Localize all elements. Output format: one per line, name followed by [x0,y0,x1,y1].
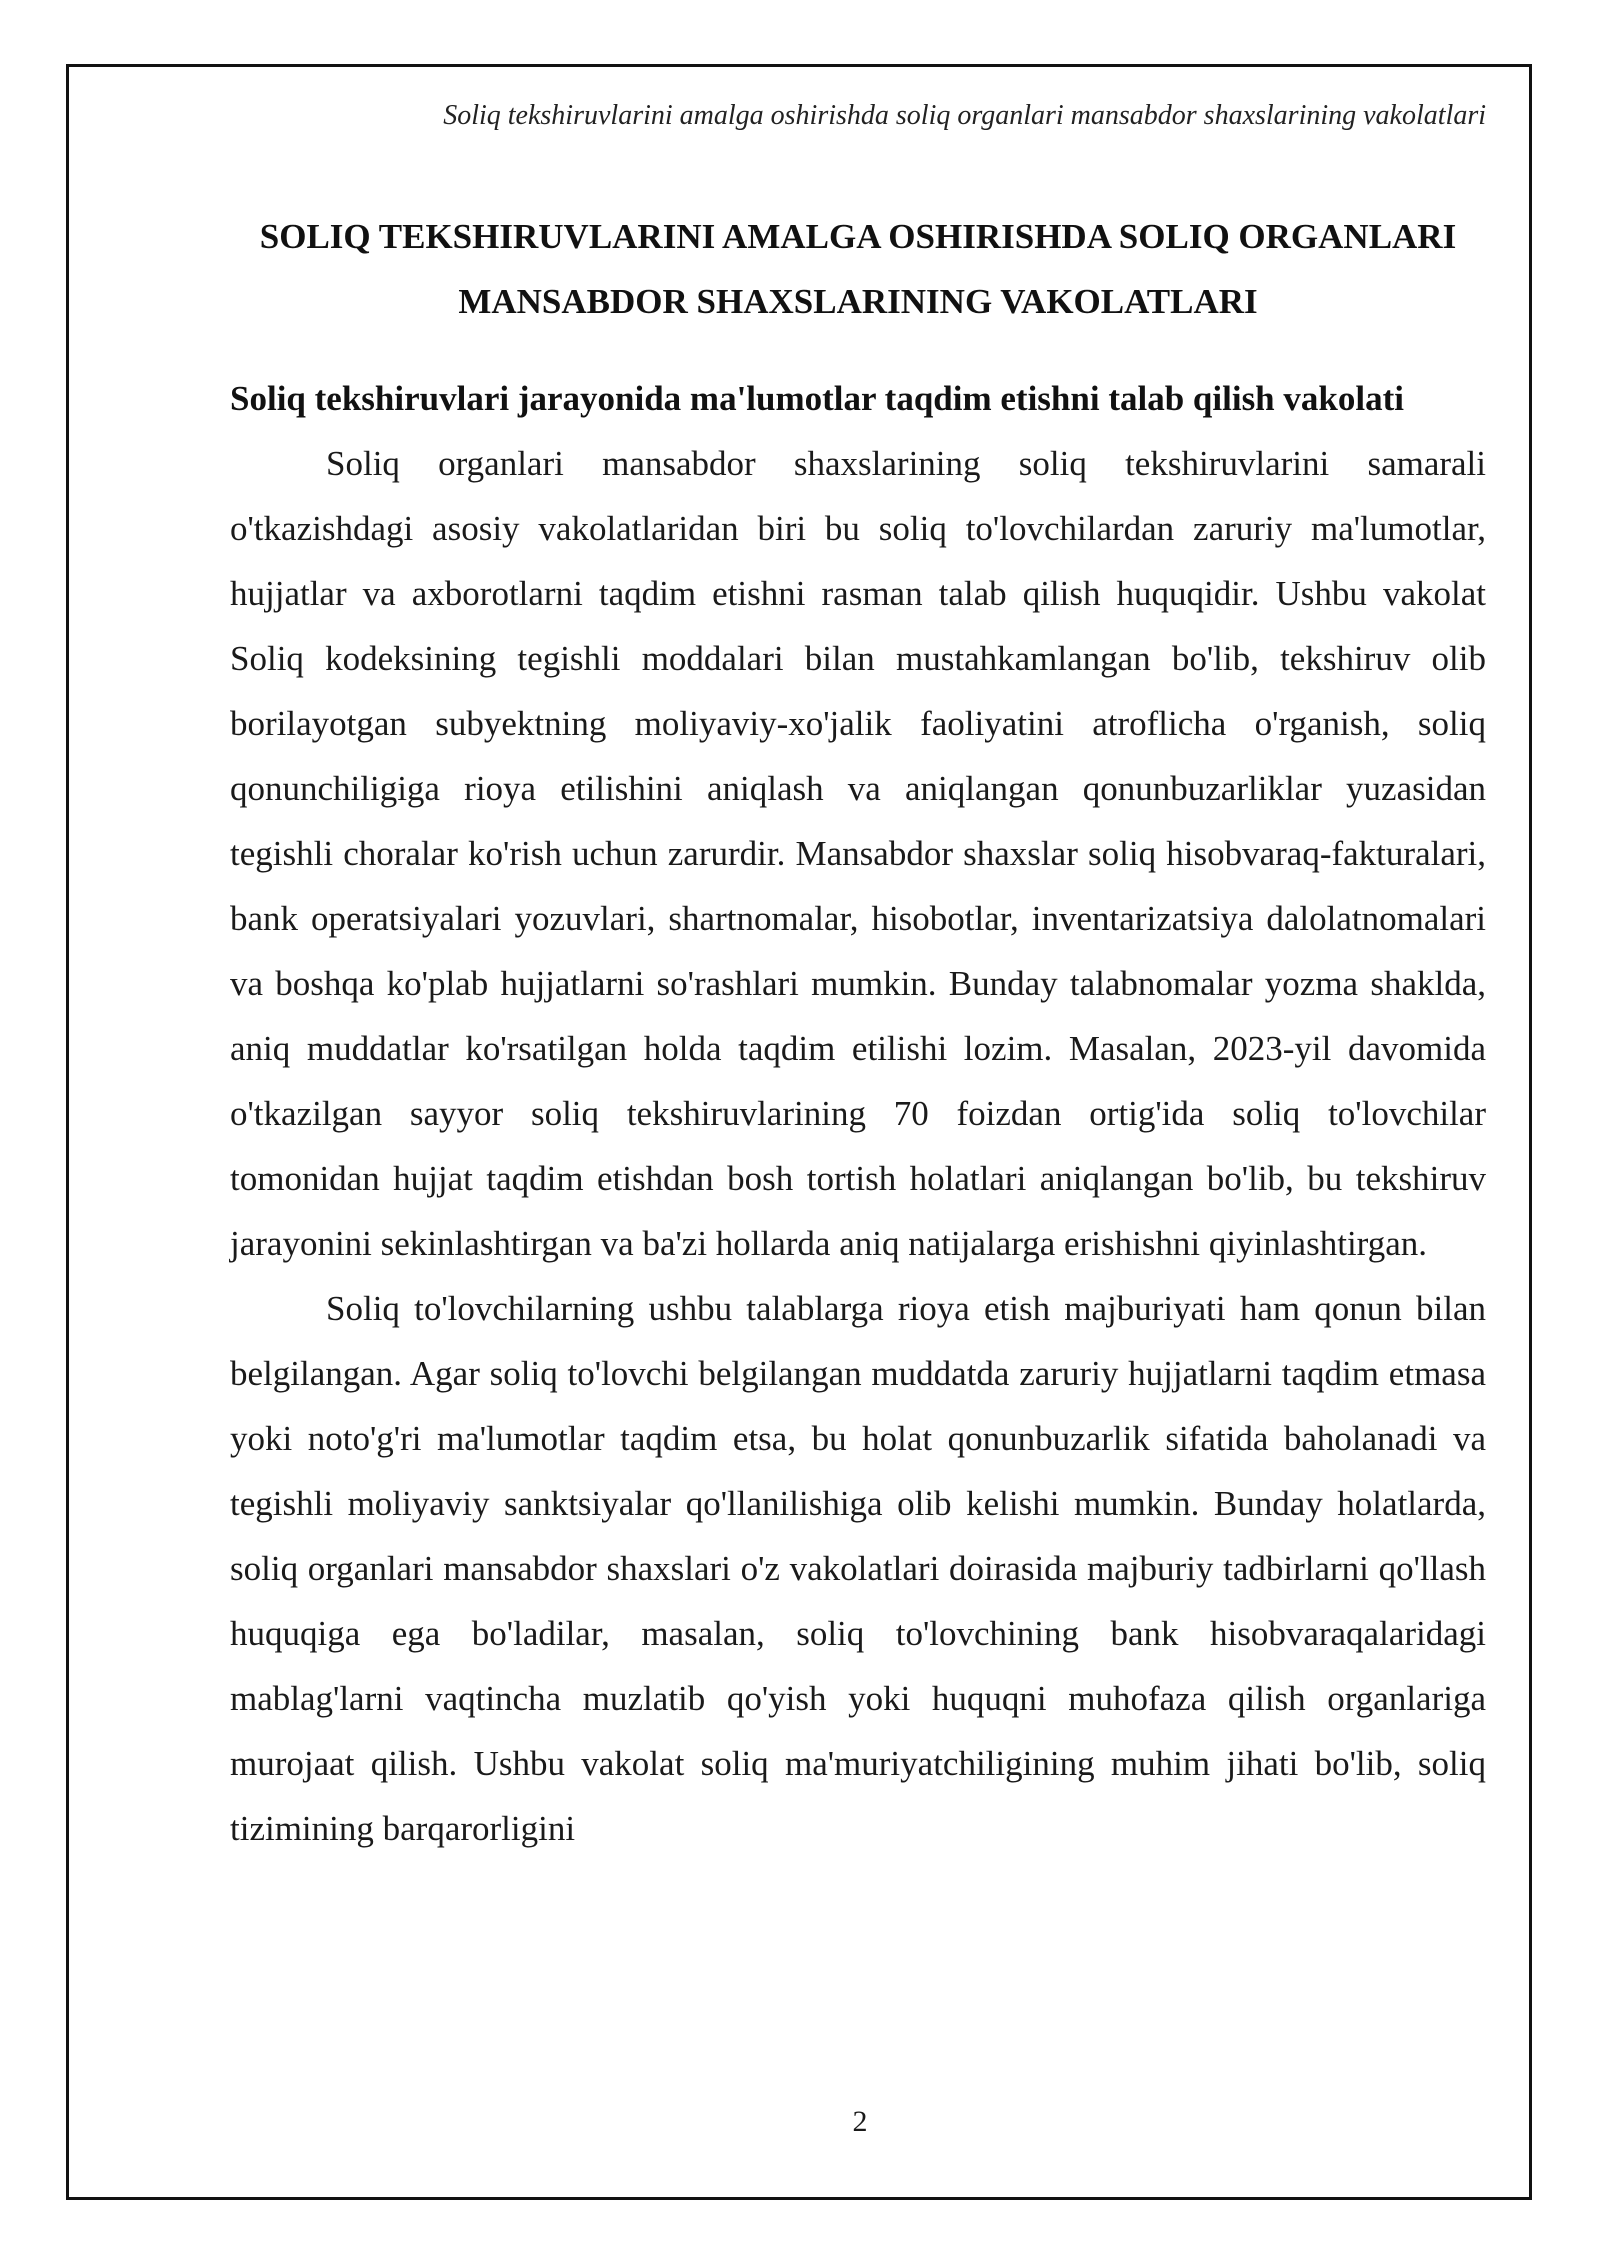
section-heading: Soliq tekshiruvlari jarayonida ma'lumotlar taqdim etishni talab qilish vakolati [230,379,1404,418]
paragraph-1: Soliq organlari mansabdor shaxslarining soliq tekshiruvlarini samarali o'tkazishdagi asosiy vakolatlaridan biri bu soliq to'lovchilardan zaruriy ma'lumotlar, hujjatlar va axborotlarni taqdim etishni rasman talab qilish huquqidir. Ushbu vakolat Soliq kodeksining tegishli moddalari bilan mustahkamlangan bo'lib, tekshiruv olib borilayotgan subyektning moliyaviy-xo'jalik faoliyatini atroflicha o'rganish, soliq qonunchiligiga rioya etilishini aniqlash va aniqlangan qonunbuzarliklar yuzasidan tegishli choralar ko'rish uchun zarurdir. Mansabdor shaxslar soliq hisobvaraq-fakturalari, bank operatsiyalari yozuvlari, shartnomalar, hisobotlar, inventarizatsiya dalolatnomalari va boshqa ko'plab hujjatlarni so'rashlari mumkin. Bunday talabnomalar yozma shaklda, aniq muddatlar ko'rsatilgan holda taqdim etilishi lozim. Masalan, 2023-yil davomida o'tkazilgan sayyor soliq tekshiruvlarining 70 foizdan ortig'ida soliq to'lovchilar tomonidan hujjat taqdim etishdan bosh tortish holatlari aniqlangan bo'lib, bu tekshiruv jarayonini sekinlashtirgan va ba'zi hollarda aniq natijalarga erishishni qiyinlashtirgan. [230,444,1486,1263]
document-body [230,204,1486,1861]
paragraph-2: Soliq to'lovchilarning ushbu talablarga rioya etish majburiyati ham qonun bilan belgilangan. Agar soliq to'lovchi belgilangan muddatda zaruriy hujjatlarni taqdim etmasa yoki noto'g'ri ma'lumotlar taqdim etsa, bu holat qonunbuzarlik sifatida baholanadi va tegishli moliyaviy sanktsiyalar qo'llanilishiga olib kelishi mumkin. Bunday holatlarda, soliq organlari mansabdor shaxslari o'z vakolatlari doirasida majburiy tadbirlarni qo'llash huquqiga ega bo'ladilar, masalan, soliq to'lovchining bank hisobvaraqalaridagi mablag'larni vaqtincha muzlatib qo'yish yoki huquqni muhofaza qilish organlariga murojaat qilish. Ushbu vakolat soliq ma'muriyatchiligining muhim jihati bo'lib, soliq tizimining barqarorligini [230,1289,1486,1848]
running-header: Soliq tekshiruvlarini amalga oshirishda soliq organlari mansabdor shaxslarining vakolatlari [443,100,1486,131]
page-number: 2 [852,2105,868,2138]
document-title: SOLIQ TEKSHIRUVLARINI AMALGA OSHIRISHDA SOLIQ ORGANLARI MANSABDOR SHAXSLARINING VAKOLATLARI [259,217,1457,321]
